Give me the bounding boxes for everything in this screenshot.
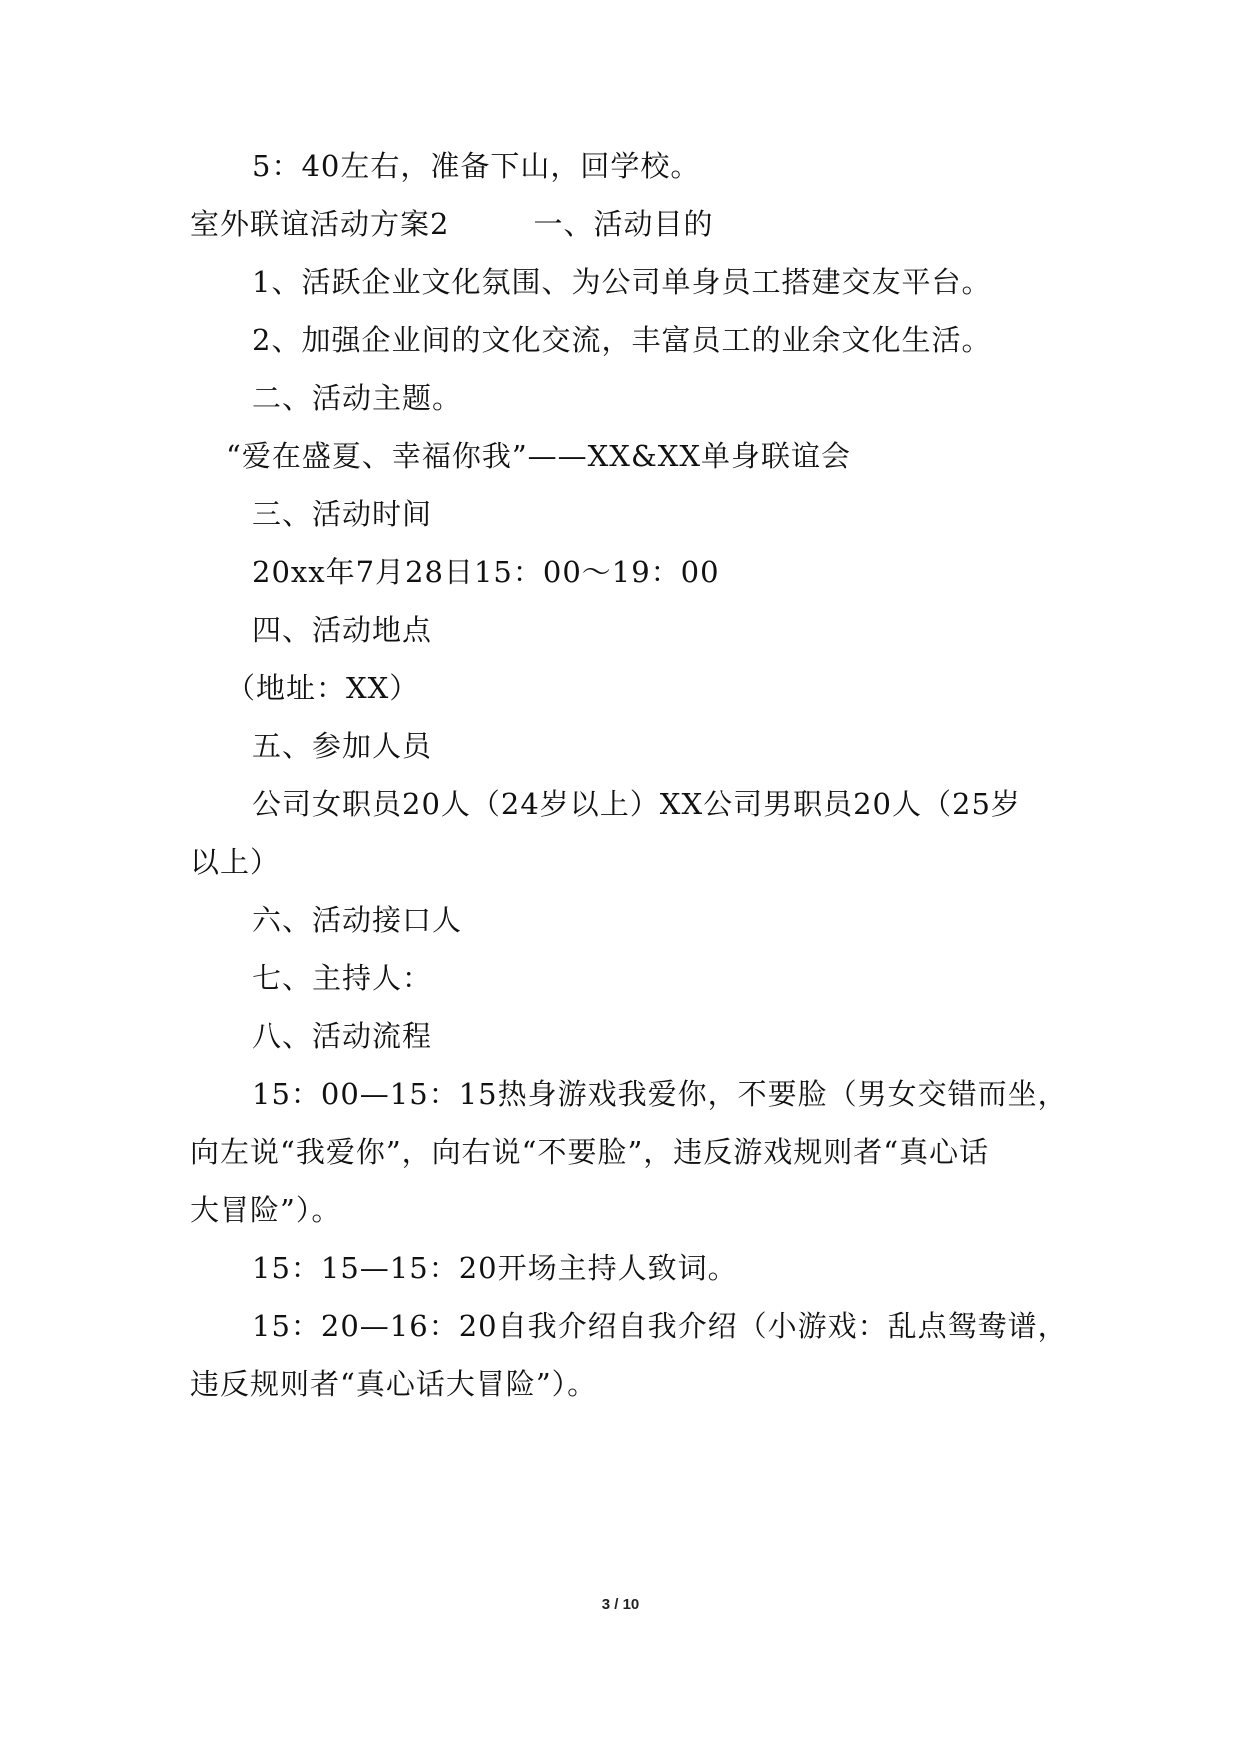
heading-participants: 五、参加人员	[252, 729, 433, 763]
text-line: 1、活跃企业文化氛围、为公司单身员工搭建交友平台。	[252, 265, 992, 299]
participants-text: 公司女职员20人（24岁以上）XX公司男职员20人（25岁	[252, 787, 1021, 821]
heading-host: 七、主持人：	[252, 961, 433, 995]
location-text: （地址：XX）	[226, 671, 420, 705]
section-title-line	[190, 204, 1070, 244]
heading-contact: 六、活动接口人	[252, 903, 463, 937]
text-line: 2、加强企业间的文化交流，丰富员工的业余文化生活。	[252, 323, 992, 357]
heading-time: 三、活动时间	[252, 497, 433, 531]
process-item: 15：20—16：20自我介绍自我介绍（小游戏：乱点鸳鸯谱，	[252, 1309, 1068, 1343]
process-item-cont: 违反规则者“真心话大冒险”）。	[190, 1367, 598, 1401]
process-item: 15：15—15：20开场主持人致词。	[252, 1251, 738, 1285]
process-item: 15：00—15：15热身游戏我爱你，不要脸（男女交错而坐，	[252, 1077, 1068, 1111]
heading-purpose: 一、活动目的	[533, 207, 714, 241]
heading-process: 八、活动流程	[252, 1019, 433, 1053]
participants-text-cont: 以上）	[190, 845, 281, 879]
text-line: 5：40左右，准备下山，回学校。	[252, 149, 701, 183]
plan-title: 室外联谊活动方案2	[190, 207, 450, 241]
process-item-cont: 大冒险”）。	[190, 1193, 342, 1227]
time-text: 20xx年7月28日15：00～19：00	[252, 555, 720, 589]
process-item-cont: 向左说“我爱你”，向右说“不要脸”，违反游戏规则者“真心话	[190, 1135, 990, 1169]
heading-location: 四、活动地点	[252, 613, 433, 647]
page-number: 3 / 10	[601, 1596, 640, 1613]
theme-text: “爱在盛夏、幸福你我”——XX&XX单身联谊会	[226, 439, 852, 473]
heading-theme: 二、活动主题。	[252, 381, 463, 415]
